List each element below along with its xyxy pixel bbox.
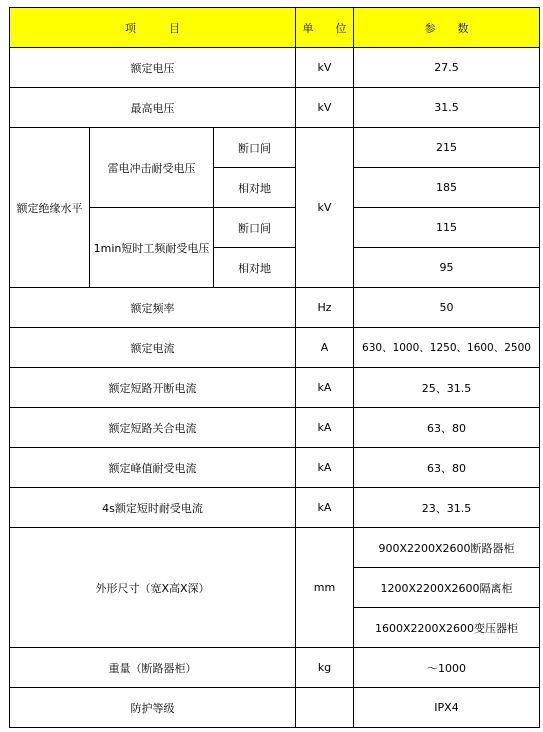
row-value: 63、80 <box>354 408 540 448</box>
row-value: 31.5 <box>354 88 540 128</box>
row-value: 23、31.5 <box>354 488 540 528</box>
row-unit: A <box>296 328 354 368</box>
row-value: 900X2200X2600断路器柜 <box>354 528 540 568</box>
header-unit: 单 位 <box>296 8 354 48</box>
row-value: 1600X2200X2600变压器柜 <box>354 608 540 648</box>
table-row <box>10 448 540 488</box>
insulation-unit: kV <box>296 128 354 288</box>
phase-ground-label: 相对地 <box>214 248 296 288</box>
row-unit <box>296 688 354 728</box>
table-row <box>10 648 540 688</box>
across-gap-label: 断口间 <box>214 208 296 248</box>
row-unit: kg <box>296 648 354 688</box>
row-label: 重量（断路器柜） <box>10 648 296 688</box>
row-label: 额定短路关合电流 <box>10 408 296 448</box>
row-unit: Hz <box>296 288 354 328</box>
row-value: 63、80 <box>354 448 540 488</box>
table-row <box>10 88 540 128</box>
row-value: 185 <box>354 168 540 208</box>
phase-ground-label: 相对地 <box>214 168 296 208</box>
row-value: 25、31.5 <box>354 368 540 408</box>
table-row <box>10 488 540 528</box>
row-unit: kA <box>296 488 354 528</box>
row-label: 额定短路开断电流 <box>10 368 296 408</box>
row-value: 215 <box>354 128 540 168</box>
row-value: 115 <box>354 208 540 248</box>
table-row <box>10 528 540 568</box>
table-row <box>10 208 540 248</box>
row-value: 1200X2200X2600隔离柜 <box>354 568 540 608</box>
row-value: IPX4 <box>354 688 540 728</box>
header-param: 参 数 <box>354 8 540 48</box>
spec-table <box>9 7 540 728</box>
row-value: ～1000 <box>354 648 540 688</box>
table-row <box>10 328 540 368</box>
power-freq-label: 1min短时工频耐受电压 <box>90 208 214 288</box>
across-gap-label: 断口间 <box>214 128 296 168</box>
row-label: 防护等级 <box>10 688 296 728</box>
row-unit: kA <box>296 448 354 488</box>
row-label: 额定电流 <box>10 328 296 368</box>
table-row <box>10 128 540 168</box>
table-row <box>10 368 540 408</box>
table-row <box>10 288 540 328</box>
insulation-label: 额定绝缘水平 <box>10 128 90 288</box>
table-row <box>10 408 540 448</box>
row-value: 630、1000、1250、1600、2500 <box>354 328 540 368</box>
row-unit: kV <box>296 88 354 128</box>
row-unit: kV <box>296 48 354 88</box>
row-label: 外形尺寸（宽X高X深） <box>10 528 296 648</box>
row-label: 最高电压 <box>10 88 296 128</box>
lightning-label: 雷电冲击耐受电压 <box>90 128 214 208</box>
header-row <box>10 8 540 48</box>
row-value: 50 <box>354 288 540 328</box>
row-value: 95 <box>354 248 540 288</box>
row-unit: mm <box>296 528 354 648</box>
row-unit: kA <box>296 368 354 408</box>
row-label: 额定电压 <box>10 48 296 88</box>
table-row <box>10 48 540 88</box>
row-value: 27.5 <box>354 48 540 88</box>
table-row <box>10 688 540 728</box>
row-unit: kA <box>296 408 354 448</box>
row-label: 额定峰值耐受电流 <box>10 448 296 488</box>
header-item: 项 目 <box>10 8 296 48</box>
row-label: 4s额定短时耐受电流 <box>10 488 296 528</box>
row-label: 额定频率 <box>10 288 296 328</box>
